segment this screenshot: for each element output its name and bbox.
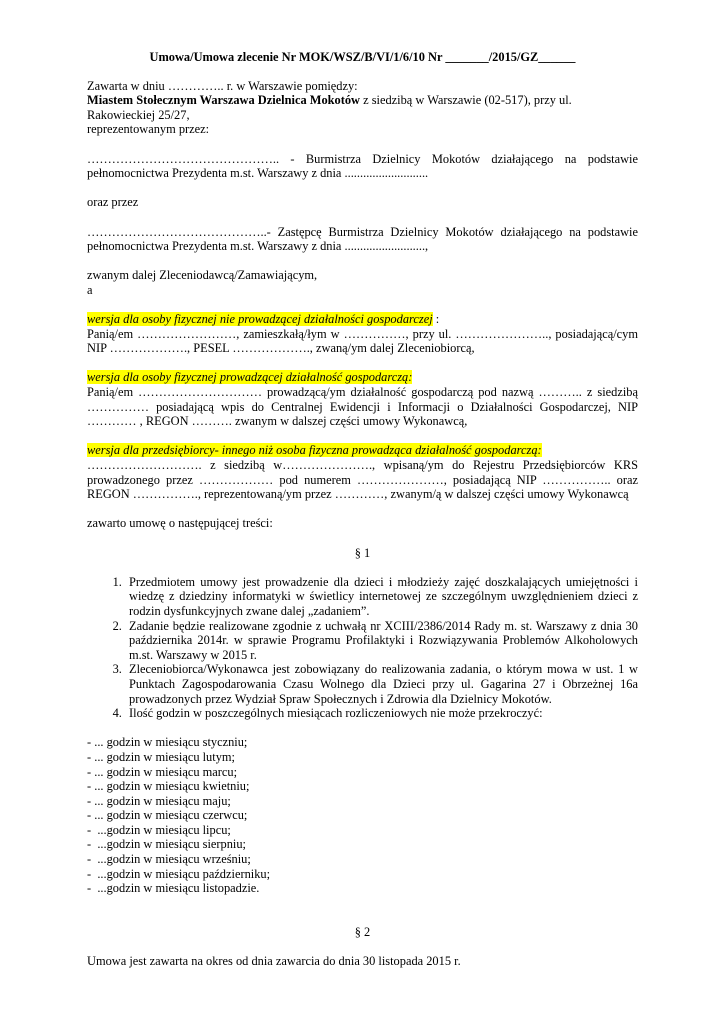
represented-label: reprezentowanym przez: [87,122,210,137]
section-1-item: 3. Zleceniobiorca/Wykonawca jest zobowiązany do realizowania zadania, o którym mowa w ust. 1 w Punktach Zagospodarowania Czasu Wolnego dla Dzieci przy ul. Gagarina 27 i Obrzeżnej 16a prowadzonych przez Wydział Spraw Społecznych i Zdrowia dla Dzielnicy Mokotów. [125,662,638,706]
month-line: - ... godzin w miesiącu kwietniu; [87,779,250,794]
intro-date-line: Zawarta w dniu ………….. r. w Warszawie pomiędzy: [87,78,358,93]
variant-highlight: wersja dla przedsiębiorcy- innego niż osoba fizyczna prowadząca działalność gospodarczą: [87,443,542,458]
variant-text: ………………………. z siedzibą w…………………., wpisaną/ym do Rejestru Przedsiębiorców KRS prowadzonego przez ……………… pod numerem …………………, posiadającą NIP …………….. oraz REGON ……………., reprezentowaną/ym przez …………, zwanym/ą w dalszej części umowy Wykonawcą [87,458,638,502]
section-1-item: 4. Ilość godzin w poszczególnych miesiącach rozliczeniowych nie może przekroczyć: [125,706,638,721]
section-1-item: 1. Przedmiotem umowy jest prowadzenie dla dzieci i młodzieży zajęć doszkalających umiejętności i wiedzę z dziedziny informatyki w świetlicy internetowej ze szczególnym uwzględnieniem dzieci z rodzin dysfunkcyjnych zwane dalej „zadaniem”. [125,575,638,619]
month-line: - ...godzin w miesiącu wrześniu; [87,852,251,867]
variant-highlight: wersja dla osoby fizycznej prowadzącej działalność gospodarczą: [87,370,413,385]
section-1-item: 2. Zadanie będzie realizowane zgodnie z uchwałą nr XCIII/2386/2014 Rady m. st. Warszawy z dnia 30 października 2014r. w sprawie Programu Profilaktyki i Rozwiązywania Problemów Alkoholowych m.st. Warszawy w 2015 r. [125,619,638,663]
section-1-heading: § 1 [354,545,371,560]
variant-label [87,443,638,458]
contract-title: Umowa/Umowa zlecenie Nr MOK/WSZ/B/VI/1/6/10 Nr _______/2015/GZ______ [149,50,576,64]
section-2-heading: § 2 [354,925,371,940]
monthly-hours-list [87,735,638,896]
representative-1: ……………………………………….. - Burmistrza Dzielnicy Mokotów działającego na podstawie pełnomocnictwa Prezydenta m.st. Warszawy z dnia ........................... [87,151,638,181]
month-line: - ...godzin w miesiącu październiku; [87,866,271,881]
section-1-list [87,575,638,721]
variant-label: wersja dla osoby fizycznej nie prowadzącej działalności gospodarczej : [87,312,440,327]
month-line: - ... godzin w miesiącu maju; [87,793,231,808]
concluded-line: zawarto umowę o następującej treści: [87,516,273,531]
variant-text: Panią/em ……………………, zamieszkałą/łym w ……………, przy ul. ………………….., posiadającą/cym NIP ………………., PESEL ………………., zwaną/ym dalej Zleceniobiorcą, [87,326,638,356]
and-word: a [87,282,93,297]
month-line: - ... godzin w miesiącu lutym; [87,749,235,764]
called-clause: zwanym dalej Zleceniodawcą/Zamawiającym, [87,268,318,283]
month-line: - ... godzin w miesiącu czerwcu; [87,808,248,823]
month-line: - ... godzin w miesiącu styczniu; [87,735,248,750]
representative-2: ……………………………………..- Zastępcę Burmistrza Dzielnicy Mokotów działającego na podstawie pełnomocnictwa Prezydenta m.st. Warszawy z dnia .........................., [87,224,638,254]
variant-text: Panią/em ………………………… prowadzącą/ym działalność gospodarczą pod nazwą ……….. z siedzibą …………… posiadającą wpis do Centralnej Ewidencji i Informacji o Działalności Gospodarczej, NIP ………… , REGON ………. zwanym w dalszej części umowy Wykonawcą, [87,385,638,429]
party-name: Miastem Stołecznym Warszawa Dzielnica Mokotów [87,93,360,108]
section-2-text: Umowa jest zawarta na okres od dnia zawarcia do dnia 30 listopada 2015 r. [87,954,461,969]
variant-highlight: wersja dla osoby fizycznej nie prowadzącej działalności gospodarczej [87,312,433,327]
month-line: - ...godzin w miesiącu listopadzie. [87,881,260,896]
or-by-label: oraz przez [87,195,139,210]
month-line: - ... godzin w miesiącu marcu; [87,764,238,779]
month-line: - ...godzin w miesiącu sierpniu; [87,837,246,852]
intro-party [87,93,638,122]
variant-label [87,370,638,385]
month-line: - ...godzin w miesiącu lipcu; [87,822,231,837]
party-address: z siedzibą w Warszawie (02-517), przy ul. Rakowieckiej 25/27, [87,93,572,122]
